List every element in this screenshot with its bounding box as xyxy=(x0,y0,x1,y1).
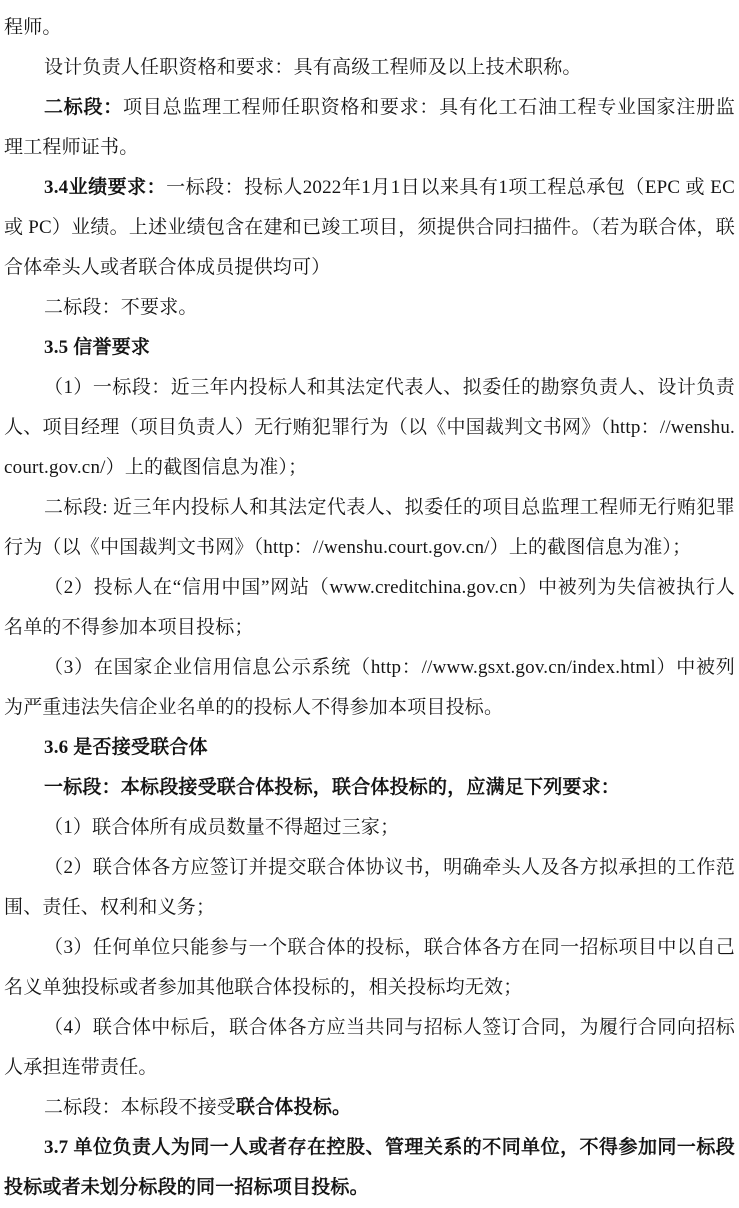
text-segment: 一标段：投标人2022年1月1日以来具有1项工程总承包（EPC 或 EC 或 PC）业绩。上述业绩包含在建和已竣工项目，须提供合同扫描件。（若为联合体，联合体牵头人或者联合体成员提供均可） xyxy=(4,177,735,278)
text-segment: 项目总监理工程师任职资格和要求：具有化工石油工程专业国家注册监理工程师证书。 xyxy=(4,97,735,158)
bold-text-segment: 联合体投标。 xyxy=(236,1097,352,1118)
paragraph xyxy=(4,568,735,648)
bold-text-segment: 3.7 单位负责人为同一人或者存在控股、管理关系的不同单位，不得参加同一标段投标或者未划分标段的同一招标项目投标。 xyxy=(4,1137,735,1198)
paragraph xyxy=(4,1128,735,1208)
paragraph xyxy=(4,328,735,368)
bold-text-segment: 3.5 信誉要求 xyxy=(44,337,151,358)
paragraph xyxy=(4,728,735,768)
paragraph xyxy=(4,8,735,48)
text-segment: （1）联合体所有成员数量不得超过三家； xyxy=(44,817,400,838)
bold-text-segment: 3.4业绩要求： xyxy=(44,177,167,198)
text-segment: （1）一标段：近三年内投标人和其法定代表人、拟委任的勘察负责人、设计负责人、项目经理（项目负责人）无行贿犯罪行为（以《中国裁判文书网》（http：//wenshu.court.gov.cn/）上的截图信息为准）； xyxy=(4,377,735,478)
bold-text-segment: 二标段： xyxy=(44,97,124,118)
paragraph xyxy=(4,1008,735,1088)
text-segment: （2）投标人在“信用中国”网站（www.creditchina.gov.cn）中被列为失信被执行人名单的不得参加本项目投标； xyxy=(4,577,735,638)
text-segment: （4）联合体中标后，联合体各方应当共同与招标人签订合同，为履行合同向招标人承担连带责任。 xyxy=(4,1017,735,1078)
text-segment: 二标段: 近三年内投标人和其法定代表人、拟委任的项目总监理工程师无行贿犯罪行为（以《中国裁判文书网》（http：//wenshu.court.gov.cn/）上的截图信息为准）； xyxy=(4,497,735,558)
paragraph xyxy=(4,368,735,488)
text-segment: （2）联合体各方应签订并提交联合体协议书，明确牵头人及各方拟承担的工作范围、责任、权利和义务； xyxy=(4,857,735,918)
paragraph xyxy=(4,808,735,848)
bold-text-segment: 3.6 是否接受联合体 xyxy=(44,737,208,758)
paragraph xyxy=(4,288,735,328)
paragraph xyxy=(4,48,735,88)
bold-text-segment: 一标段：本标段接受联合体投标，联合体投标的，应满足下列要求： xyxy=(44,777,621,798)
text-segment: 二标段：本标段不接受 xyxy=(44,1097,237,1118)
paragraph xyxy=(4,88,735,168)
paragraph xyxy=(4,488,735,568)
text-segment: （3）任何单位只能参与一个联合体的投标，联合体各方在同一招标项目中以自己名义单独投标或者参加其他联合体投标的，相关投标均无效； xyxy=(4,937,735,998)
text-segment: 设计负责人任职资格和要求：具有高级工程师及以上技术职称。 xyxy=(44,57,582,78)
paragraph xyxy=(4,1088,735,1128)
paragraph xyxy=(4,648,735,728)
paragraph xyxy=(4,168,735,288)
text-segment: 二标段：不要求。 xyxy=(44,297,198,318)
text-segment: 程师。 xyxy=(4,17,62,38)
paragraph xyxy=(4,848,735,928)
text-segment: （3）在国家企业信用信息公示系统（http：//www.gsxt.gov.cn/index.html）中被列为严重违法失信企业名单的的投标人不得参加本项目投标。 xyxy=(4,657,735,718)
paragraph xyxy=(4,928,735,1008)
paragraph xyxy=(4,768,735,808)
